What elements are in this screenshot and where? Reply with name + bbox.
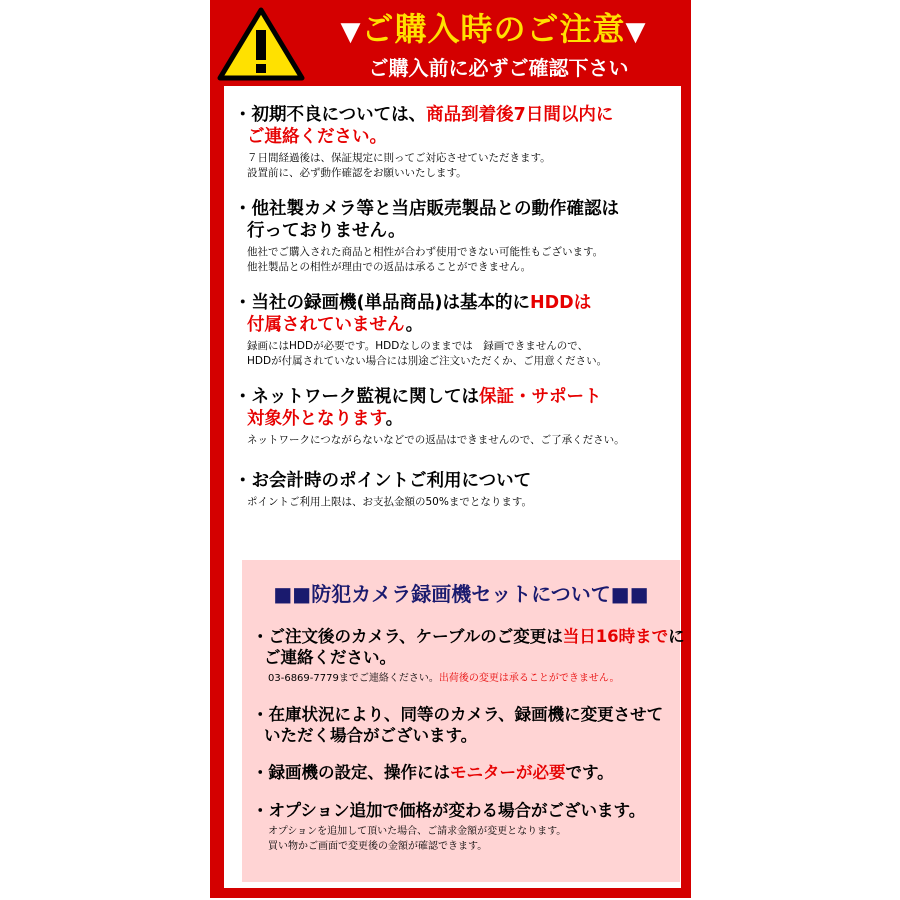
set-item-option-price <box>252 800 645 854</box>
notice-title-line2: 行っておりません。 <box>247 221 406 241</box>
set-section <box>242 560 685 882</box>
page-title <box>296 4 691 50</box>
notice-note: ネットワークにつながらないなどでの返品はできませんので、ご了承ください。 <box>247 434 625 446</box>
notice-note: 設置前に、必ず動作確認をお願いいたします。 <box>247 167 467 179</box>
notice-title: ・ネットワーク監視に関しては保証・サポート <box>234 387 602 407</box>
notice-panel <box>224 86 685 888</box>
set-item-title: ・在庫状況により、同等のカメラ、録画機に変更させて <box>252 705 664 724</box>
notice-note: HDDが付属されていない場合には別途ご注文いただくか、ご用意ください。 <box>247 355 608 367</box>
set-item-note: オプションを追加して頂いた場合、ご請求金額が変更となります。 <box>268 826 567 837</box>
notice-note: 録画にはHDDが必要です。HDDなしのままでは 録画できませんので、 <box>247 340 589 352</box>
notice-title: ・他社製カメラ等と当店販売製品との動作確認は <box>234 199 619 219</box>
notice-title-line2: 対象外となります。 <box>247 409 404 429</box>
notice-frame <box>210 0 691 898</box>
set-item-change-deadline <box>252 626 685 686</box>
notice-note: ポイントご利用上限は、お支払金額の50%までとなります。 <box>247 496 532 508</box>
notice-title-line2: ご連絡ください。 <box>247 127 387 147</box>
set-item-title-line2: いただく場合がございます。 <box>264 726 478 745</box>
notice-title: ・初期不良については、商品到着後7日間以内に <box>234 105 614 125</box>
set-item-title: ・録画機の設定、操作にはモニターが必要です。 <box>252 763 614 782</box>
set-item-title: ・オプション追加で価格が変わる場合がございます。 <box>252 801 646 820</box>
set-item-note: 03-6869-7779までご連絡ください。出荷後の変更は承ることができません。 <box>268 673 620 684</box>
notice-title-line2: 付属されていません。 <box>247 315 424 335</box>
notice-note: 他社でご購入された商品と相性が合わず使用できない可能性もございます。 <box>247 246 604 258</box>
notice-item-network <box>234 386 625 448</box>
notice-item-hdd <box>234 292 607 369</box>
page-title-text: ご購入時のご注意 <box>361 10 626 48</box>
notice-title: ・当社の録画機(単品商品)は基本的にHDDは <box>234 293 592 313</box>
notice-item-points <box>234 470 532 510</box>
set-item-title-line2: ご連絡ください。 <box>264 648 396 667</box>
set-item-stock <box>252 704 663 746</box>
notice-title: ・お会計時のポイントご利用について <box>234 471 532 491</box>
notice-note: 他社製品との相性が理由での返品は承ることができません。 <box>247 261 532 273</box>
warning-icon <box>216 6 306 82</box>
header <box>210 0 691 84</box>
triangle-down-icon: ▼ <box>625 17 647 47</box>
set-section-title: ■■防犯カメラ録画機セットについて■■ <box>273 582 649 606</box>
set-item-note: 買い物かご画面で変更後の金額が確認できます。 <box>268 841 488 852</box>
notice-item-compatibility <box>234 198 619 275</box>
set-item-title: ・ご注文後のカメラ、ケーブルのご変更は当日16時までに <box>252 627 685 646</box>
page-subtitle: ご購入前に必ずご確認下さい <box>368 56 629 80</box>
set-item-monitor <box>252 762 614 783</box>
notice-note: ７日間経過後は、保証規定に則ってご対応させていただきます。 <box>247 152 551 164</box>
triangle-down-icon: ▼ <box>340 17 362 47</box>
notice-item-initial-defect <box>234 104 613 181</box>
